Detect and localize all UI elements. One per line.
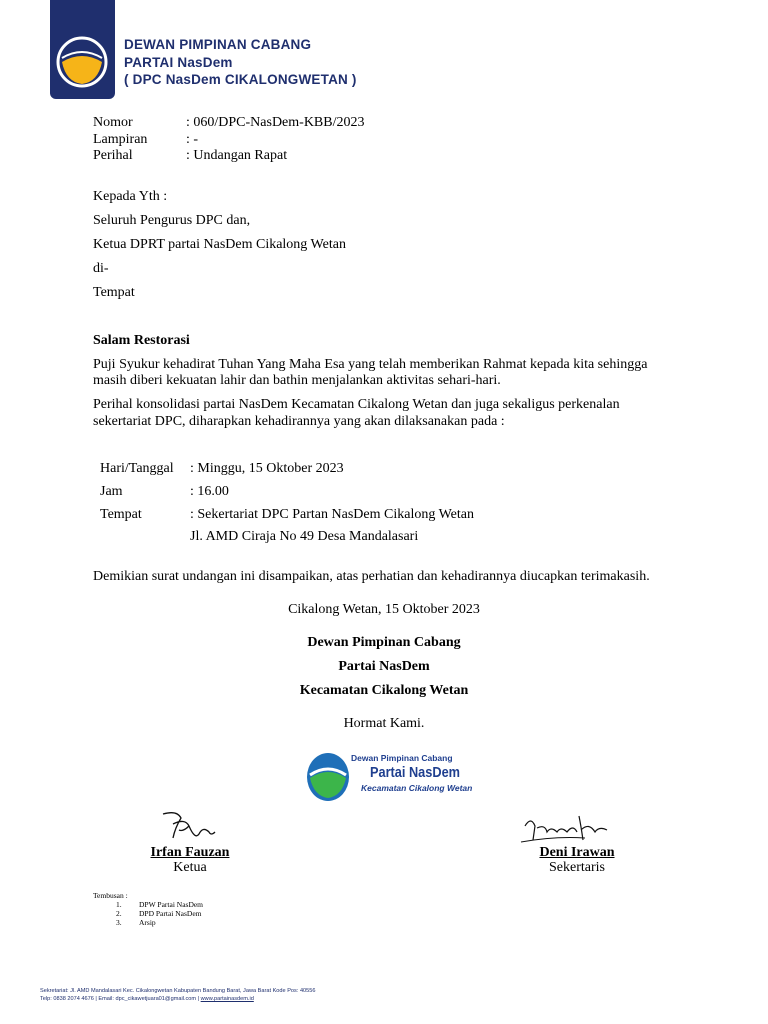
greeting: Salam Restorasi: [93, 333, 190, 348]
tembusan-num-2: 2.: [116, 909, 122, 918]
org-line2: Partai NasDem: [338, 659, 430, 674]
tembusan-item-2: DPD Partai NasDem: [139, 909, 202, 918]
closing-text: Demikian surat undangan ini disampaikan, atas perhatian dan kehadirannya diucapkan terimakasih.: [93, 569, 650, 584]
stamp-line2: Partai NasDem: [370, 764, 461, 781]
lampiran-value: : -: [186, 132, 199, 147]
recipient-line1: Kepada Yth :: [93, 189, 168, 204]
date-value: : Minggu, 15 Oktober 2023: [190, 461, 344, 476]
footer-contact-text: Telp: 0838 2074 4676 | Email: dpc_cikawetjuara01@gmail.com |: [40, 996, 201, 1002]
place-label: Tempat: [100, 507, 142, 522]
paragraph2-line2: sekertariat DPC, diharapkan kehadirannya yang akan dilaksanakan pada :: [93, 414, 505, 429]
tembusan-item-1: DPW Partai NasDem: [139, 900, 204, 909]
recipient-line5: Tempat: [93, 285, 135, 300]
regards: Hormat Kami.: [343, 716, 425, 731]
tembusan-title: Tembusan :: [93, 891, 128, 900]
left-signature-icon: [155, 808, 220, 844]
place-date: Cikalong Wetan, 15 Oktober 2023: [288, 602, 480, 617]
stamp-line3: Kecamatan Cikalong Wetan: [361, 783, 473, 793]
perihal-label: Perihal: [93, 148, 133, 163]
tembusan-item-3: Arsip: [139, 918, 156, 927]
place-address: Jl. AMD Ciraja No 49 Desa Mandalasari: [190, 529, 419, 544]
right-signature-icon: [515, 812, 615, 846]
org-line1: Dewan Pimpinan Cabang: [307, 635, 461, 650]
recipient-line3: Ketua DPRT partai NasDem Cikalong Wetan: [93, 237, 346, 252]
date-label: Hari/Tanggal: [100, 461, 174, 476]
recipient-line2: Seluruh Pengurus DPC dan,: [93, 213, 251, 228]
recipient-line4: di-: [93, 261, 109, 276]
paragraph1-line2: masih diberi kekuatan lahir dan bathin menjalankan aktivitas sehari-hari.: [93, 373, 501, 388]
left-signatory-role: Ketua: [173, 860, 207, 875]
org-line3: Kecamatan Cikalong Wetan: [299, 683, 469, 698]
footer-website-link[interactable]: www.partainasdem.id: [200, 996, 254, 1002]
header-line1: DEWAN PIMPINAN CABANG: [124, 37, 312, 52]
lampiran-label: Lampiran: [93, 132, 148, 147]
perihal-value: : Undangan Rapat: [186, 148, 288, 163]
time-label: Jam: [100, 484, 123, 499]
stamp-line1: Dewan Pimpinan Cabang: [351, 753, 453, 763]
right-signatory-name: Deni Irawan: [539, 845, 615, 860]
right-signatory-role: Sekertaris: [549, 860, 605, 875]
tembusan-num-3: 3.: [116, 918, 122, 927]
party-logo: [50, 0, 115, 99]
place-value: : Sekertariat DPC Partan NasDem Cikalong Wetan: [190, 507, 474, 522]
paragraph1-line1: Puji Syukur kehadirat Tuhan Yang Maha Esa yang telah memberikan Rahmat kepada kita sehingga: [93, 357, 648, 372]
header-line3: ( DPC NasDem CIKALONGWETAN ): [124, 72, 357, 87]
footer-address: Sekretariat: Jl. AMD Mandalasari Kec. Cikalongwetan Kabupaten Bandung Barat, Jawa Barat Kode Pos: 40556: [40, 988, 316, 994]
nomor-value: : 060/DPC-NasDem-KBB/2023: [186, 115, 365, 130]
footer-contact: [40, 996, 254, 1002]
organization-stamp: [304, 748, 473, 806]
paragraph2-line1: Perihal konsolidasi partai NasDem Kecamatan Cikalong Wetan dan juga sekaligus perkenalan: [93, 397, 620, 412]
nomor-label: Nomor: [93, 115, 133, 130]
time-value: : 16.00: [190, 484, 229, 499]
nasdem-logo-icon: [50, 0, 115, 99]
left-signatory-name: Irfan Fauzan: [150, 845, 230, 860]
tembusan-num-1: 1.: [116, 900, 122, 909]
header-line2: PARTAI NasDem: [124, 55, 233, 70]
